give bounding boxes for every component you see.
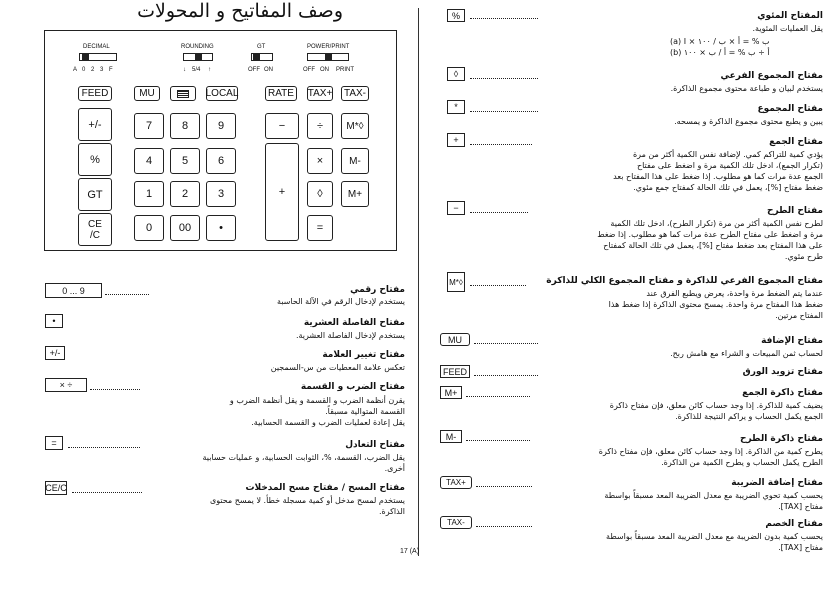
tax-plus-key-box: TAX+ <box>440 476 472 489</box>
entry-body: الذاكرة. <box>378 507 405 516</box>
eight-key[interactable]: 8 <box>170 113 200 139</box>
entry-title: مفتاح التعادل <box>345 440 405 450</box>
leader-dots <box>466 396 530 397</box>
page-title: وصف المفاتيح و المحولات <box>137 0 343 22</box>
entry-body: الجمع عدة مرات كما هو مطلوب. إذا ضغط على هذا المفتاح بعد <box>613 172 823 181</box>
gt-pos-on: ON <box>264 67 273 73</box>
entry-title: مفتاح الفاصلة العشرية <box>303 318 405 328</box>
entry-body: يقل إعادة لعمليات الضرب و القسمة الحسابية. <box>251 418 405 427</box>
entry-body: ضغط مفتاح [%]، يعمل في تلك الحالة كمفتاح جمع مئوي. <box>633 183 823 192</box>
leader-dots <box>474 375 538 376</box>
entry-title: مفتاح المسح / مفتاح مسح المدخلات <box>245 483 405 493</box>
minus-key-box: − <box>447 201 465 215</box>
entry-title: مفتاح الطرح <box>766 206 823 216</box>
sign-key-box: +/- <box>45 346 65 360</box>
four-key[interactable]: 4 <box>134 148 164 174</box>
power-pos-on: ON <box>320 67 329 73</box>
percent-key[interactable]: % <box>78 143 112 176</box>
three-key[interactable]: 3 <box>206 181 236 207</box>
rounding-pos-down: ↓ <box>183 67 186 73</box>
entry-body: طرح مئوي. <box>784 252 823 261</box>
entry-body: المفتاح مرتين. <box>775 311 823 320</box>
tax-minus-key-box: TAX- <box>440 516 472 529</box>
entry-body: مرة و اضغط على مفتاح الطرح عدة مرات كما هو مطلوب. إذا ضغط <box>597 230 823 239</box>
two-key[interactable]: 2 <box>170 181 200 207</box>
tax-plus-key[interactable]: TAX+ <box>307 88 333 99</box>
plus-minus-key[interactable]: +/- <box>78 108 112 141</box>
entry-body: على هذا المفتاح بعد ضغط مفتاح [%]، يعمل في تلك الحالة كمفتاح <box>603 241 823 250</box>
entry-body: الطرح يكمل الحساب و يطرح الكمية من الذاكرة. <box>661 458 823 467</box>
entry-title: مفتاح الخصم <box>765 519 823 529</box>
plus-key-box: + <box>447 133 465 147</box>
leader-dots <box>90 389 140 390</box>
entry-body: يستخدم لإدخال الرقم في الآلة الحاسبة <box>276 297 405 306</box>
total-key-box: * <box>447 100 465 114</box>
entry-body: (a) I × ب % = أ × ب / ١٠٠ <box>670 37 770 46</box>
gt-label: GT <box>257 44 266 50</box>
entry-body: يقرن أنظمة الضرب و القسمة و يقل أنظمة الضرب و <box>229 396 405 405</box>
ce-c-key[interactable]: CE /C <box>78 213 112 246</box>
rounding-switch[interactable] <box>183 53 213 61</box>
mu-key-box: MU <box>440 333 470 346</box>
decimal-pos-a: A <box>73 67 78 73</box>
entry-body: يستخدم لبيان و طباعة محتوى مجموع الذاكرة. <box>670 84 823 93</box>
times-key[interactable]: × <box>307 148 333 174</box>
entry-body: يبين و يطبع محتوى مجموع الذاكرة و يمسحه. <box>674 117 823 126</box>
m-minus-key[interactable]: M- <box>341 148 369 174</box>
entry-title: مفتاح الجمع <box>769 137 823 147</box>
memory-total-key-box: M*◊ <box>447 272 465 292</box>
decimal-switch[interactable] <box>79 53 117 61</box>
one-key[interactable]: 1 <box>134 181 164 207</box>
entry-title: المفتاح المئوي <box>757 11 823 21</box>
decimal-pos-f: F <box>109 67 113 73</box>
entry-title: مفتاح المجموع الفرعي للذاكرة و مفتاح المجموع الكلي للذاكرة <box>546 276 823 286</box>
entry-title: مفتاح إضافة الضريبة <box>731 478 823 488</box>
entry-body: يستخدم لمسح مدخل أو كمية مسجلة خطأ. لا يمسح محتوى <box>209 496 405 505</box>
decimal-pos-0: 0 <box>82 67 86 73</box>
leader-dots <box>105 294 149 295</box>
entry-body: ضغط هذا المفتاح مرة واحدة. يمسح محتوى الذاكرة إذا ضغط هذا <box>608 300 823 309</box>
zero-key[interactable]: 0 <box>134 215 164 241</box>
decimal-pos-3: 3 <box>100 67 104 73</box>
five-key[interactable]: 5 <box>170 148 200 174</box>
divide-key[interactable]: ÷ <box>307 113 333 139</box>
leader-dots <box>466 440 530 441</box>
memory-plus-key-box: M+ <box>440 386 462 399</box>
leader-dots <box>470 18 538 19</box>
decimal-key-box: • <box>45 314 63 328</box>
calculator-diagram <box>44 30 397 251</box>
power-pos-off: OFF <box>303 67 315 73</box>
power-switch[interactable] <box>307 53 349 61</box>
leader-dots <box>476 486 532 487</box>
entry-title: مفتاح الإضافة <box>761 336 823 346</box>
mu-key[interactable]: MU <box>134 86 160 101</box>
decimal-label: DECIMAL <box>83 44 110 50</box>
equals-key-box: = <box>45 436 63 450</box>
clear-key-box: CE/C <box>45 483 67 493</box>
page-number: 17 (A) <box>400 548 420 555</box>
leader-dots <box>470 285 526 286</box>
entry-title: مفتاح تغيير العلامة <box>322 350 405 360</box>
entry-body: يضيف كمية للذاكرة. إذا وجد حساب كائن معلق، فإن مفتاح ذاكرة <box>609 401 823 410</box>
power-label: POWER/PRINT <box>307 44 350 50</box>
entry-body: لطرح نفس الكمية أكثر من مرة (تكرار الطرح)، ادخل تلك الكمية <box>610 219 823 228</box>
column-divider <box>418 8 419 556</box>
entry-title: مفتاح ذاكرة الجمع <box>742 388 823 398</box>
rounding-pos-up: ↑ <box>208 67 211 73</box>
tax-minus-key[interactable]: TAX- <box>341 86 369 101</box>
gt-key[interactable]: GT <box>78 178 112 211</box>
rounding-pos-54: 5/4 <box>192 67 201 73</box>
m-plus-key[interactable]: M+ <box>341 181 369 207</box>
entry-body: تعكس علامة المعطيات من س-السمجين <box>270 363 405 372</box>
leader-dots <box>470 78 538 79</box>
leader-dots <box>470 111 538 112</box>
multiply-divide-key-box: × ÷ <box>45 378 87 392</box>
entry-body: أخرى. <box>384 464 405 473</box>
leader-dots <box>68 447 140 448</box>
m-star-key[interactable]: M*◊ <box>341 113 369 139</box>
entry-title: مفتاح الضرب و القسمة <box>300 382 405 392</box>
entry-body: القسمة المتوالية مسبقاً. <box>325 407 405 416</box>
entry-body: (تكرار الجمع)، ادخل تلك الكمية مرة و اضغط على مفتاح <box>636 161 823 170</box>
entry-body: يحسب كمية بدون الضريبة مع معدل الضريبة المعد مسبقاً بواسطة <box>606 532 823 541</box>
double-zero-key[interactable]: 00 <box>170 215 200 241</box>
gt-pos-off: OFF <box>248 67 260 73</box>
entry-body: يطرح كمية من الذاكرة. إذا وجد حساب كائن معلق، فإن مفتاح ذاكرة <box>598 447 823 456</box>
display-key[interactable] <box>170 86 196 101</box>
entry-body: يستخدم لإدخال الفاصلة العشرية. <box>295 331 405 340</box>
rate-key[interactable]: RATE <box>265 86 297 101</box>
entry-body: الجمع يكمل الحساب و يراكم النتيجة للذاكرة. <box>675 412 823 421</box>
seven-key[interactable]: 7 <box>134 113 164 139</box>
leader-dots <box>72 492 142 493</box>
feed-key-box: FEED <box>440 365 470 378</box>
entry-title: مفتاح ذاكرة الطرح <box>739 434 823 444</box>
memory-minus-key-box: M- <box>440 430 462 443</box>
plus-key[interactable]: + <box>265 143 299 241</box>
six-key[interactable]: 6 <box>206 148 236 174</box>
entry-body: عندما يتم الضغط مرة واحدة، يعرض ويطبع الفرق عند <box>646 289 823 298</box>
diamond-key[interactable]: ◊ <box>307 181 333 207</box>
display-icon <box>177 90 189 98</box>
local-key[interactable]: LOCAL <box>205 88 239 99</box>
minus-key[interactable]: − <box>265 113 299 139</box>
subtotal-key-box: ◊ <box>447 67 465 81</box>
feed-key[interactable]: FEED <box>78 86 112 101</box>
leader-dots <box>474 343 538 344</box>
decimal-pos-2: 2 <box>91 67 95 73</box>
entry-body: مفتاح [TAX]. <box>778 543 823 552</box>
entry-body: لحساب ثمن المبيعات و الشراء مع هامش ربح. <box>670 349 823 358</box>
entry-body: يقل العمليات المئوية. <box>752 24 823 33</box>
equals-key[interactable]: = <box>307 215 333 241</box>
entry-body: يؤدي كمية للتراكم كمي. لإضافة نفس الكمية أكثر من مرة <box>632 150 823 159</box>
gt-switch[interactable] <box>251 53 273 61</box>
numeric-key-box: 0 ... 9 <box>45 283 102 298</box>
entry-title: مفتاح المجموع <box>757 104 823 114</box>
nine-key[interactable]: 9 <box>206 113 236 139</box>
entry-body: يقل الضرب، القسمة، %، الثوابت الحسابية، و عمليات حسابية <box>202 453 405 462</box>
entry-body: مفتاح [TAX]. <box>778 502 823 511</box>
entry-title: مفتاح المجموع الفرعي <box>720 71 823 81</box>
entry-body: يحسب كمية تحوي الضريبة مع معدل الضريبة المعد مسبقاً بواسطة <box>604 491 823 500</box>
power-pos-print: PRINT <box>336 67 354 73</box>
leader-dots <box>470 144 532 145</box>
entry-title: مفتاح رقمي <box>350 285 405 295</box>
leader-dots <box>476 526 532 527</box>
dot-key[interactable]: • <box>206 215 236 241</box>
entry-body: (b) أ ÷ ب % = أ / ب × ١٠٠ <box>670 48 770 57</box>
leader-dots <box>470 212 528 213</box>
entry-title: مفتاح تزويد الورق <box>742 367 823 377</box>
rounding-label: ROUNDING <box>181 44 214 50</box>
percent-key-box: % <box>447 9 465 22</box>
